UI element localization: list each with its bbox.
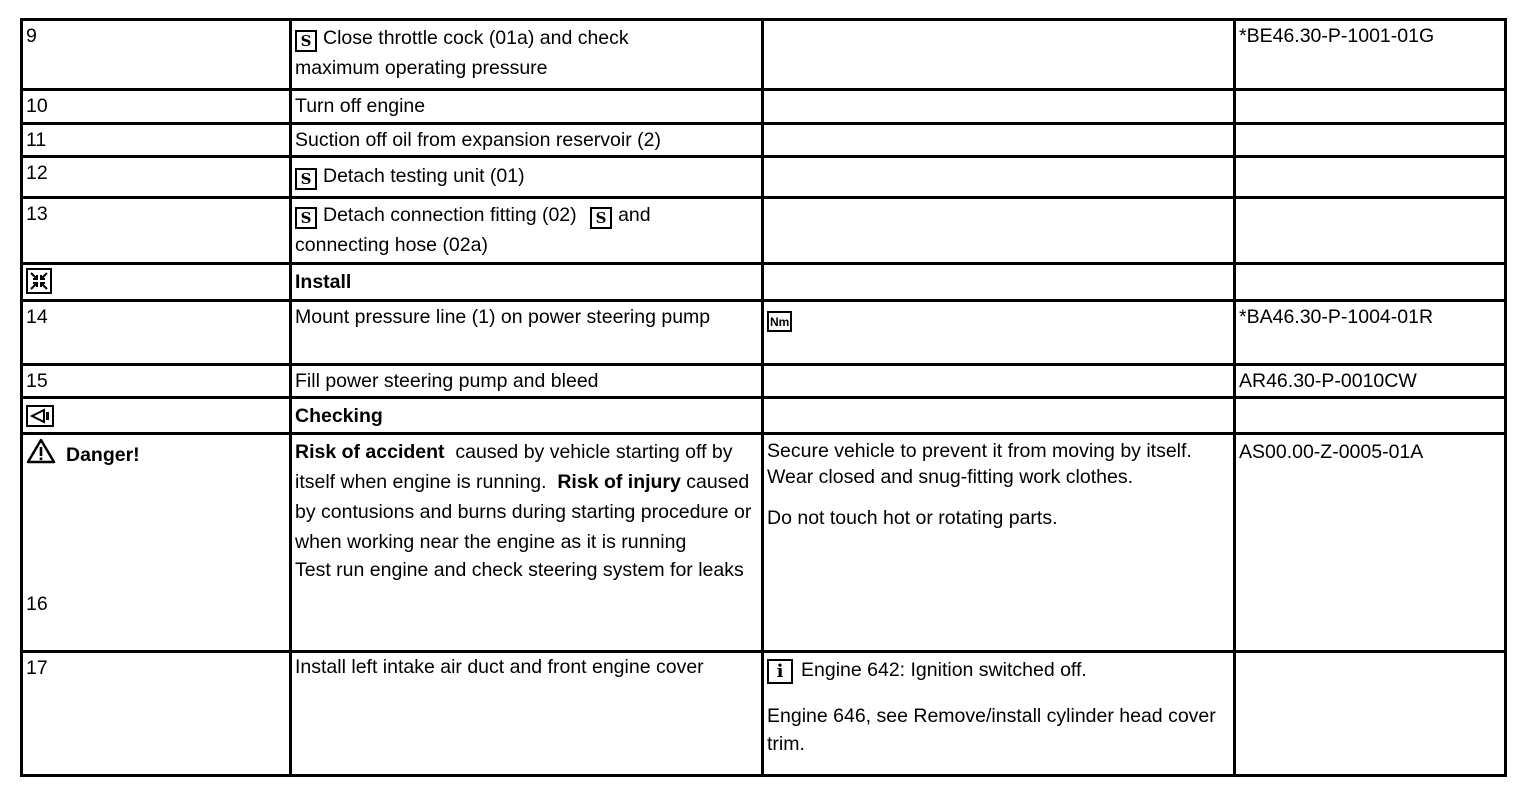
step-reference — [1235, 157, 1506, 198]
step-reference — [1235, 264, 1506, 301]
step-text: S Detach testing unit (01) — [291, 157, 763, 198]
section-row-checking — [22, 398, 1506, 434]
special-tool-icon: S — [295, 207, 317, 229]
section-title: Install — [291, 264, 763, 301]
step-notes — [763, 398, 1235, 434]
step-number: 16 — [26, 593, 48, 615]
special-tool-icon: S — [590, 207, 612, 229]
step-reference — [1235, 398, 1506, 434]
step-notes — [763, 20, 1235, 90]
step-reference: AR46.30-P-0010CW — [1235, 365, 1506, 398]
step-text: Turn off engine — [291, 90, 763, 124]
step-16-text: Test run engine and check steering system for leaks — [295, 559, 744, 581]
step-reference — [1235, 124, 1506, 157]
step-reference: AS00.00-Z-0005-01A — [1235, 434, 1506, 652]
checking-icon — [26, 405, 54, 427]
install-icon — [26, 268, 52, 294]
section-title: Checking — [291, 398, 763, 434]
step-number: 12 — [22, 157, 291, 198]
step-number: 15 — [22, 365, 291, 398]
info-icon: i — [767, 659, 793, 684]
section-row-install — [22, 264, 1506, 301]
table-row — [22, 90, 1506, 124]
table-row — [22, 365, 1506, 398]
step-notes — [763, 90, 1235, 124]
table-row — [22, 20, 1506, 90]
step-notes: i Engine 642: Ignition switched off. Engine 646, see Remove/install cylinder head cover trim. — [763, 652, 1235, 776]
section-icon-cell — [22, 264, 291, 301]
step-notes — [763, 157, 1235, 198]
spacer — [26, 473, 289, 590]
procedure-table — [20, 18, 1507, 777]
step-number: 14 — [22, 301, 291, 365]
special-tool-icon: S — [295, 168, 317, 190]
step-number: 13 — [22, 198, 291, 264]
step-text: Risk of accident caused by vehicle starting off by itself when engine is running. Risk of injury caused by contusions and burns during starting procedure or when working near the engine as it is running Test run engine and check steering system for leaks — [291, 434, 763, 652]
step-notes — [763, 365, 1235, 398]
step-text: S Close throttle cock (01a) and check maximum operating pressure — [291, 20, 763, 90]
table-row — [22, 301, 1506, 365]
step-reference — [1235, 198, 1506, 264]
warning-triangle-icon — [26, 438, 56, 473]
step-reference — [1235, 652, 1506, 776]
step-number: 10 — [22, 90, 291, 124]
step-reference: *BA46.30-P-1004-01R — [1235, 301, 1506, 365]
step-text: Mount pressure line (1) on power steering pump — [291, 301, 763, 365]
step-reference: *BE46.30-P-1001-01G — [1235, 20, 1506, 90]
step-notes: Secure vehicle to prevent it from moving by itself. Wear closed and snug-fitting work clothes. Do not touch hot or rotating parts. — [763, 434, 1235, 652]
step-text: Fill power steering pump and bleed — [291, 365, 763, 398]
step-notes — [763, 264, 1235, 301]
step-number: 17 — [22, 652, 291, 776]
table-row — [22, 652, 1506, 776]
table-row — [22, 157, 1506, 198]
table-row — [22, 198, 1506, 264]
step-notes — [763, 301, 1235, 365]
step-number: 9 — [22, 20, 291, 90]
step-notes — [763, 198, 1235, 264]
special-tool-icon: S — [295, 30, 317, 52]
table-row — [22, 124, 1506, 157]
step-text: S Detach connection fitting (02) S and connecting hose (02a) — [291, 198, 763, 264]
danger-cell — [22, 434, 291, 652]
section-icon-cell — [22, 398, 291, 434]
table-row — [22, 434, 1506, 652]
step-reference — [1235, 90, 1506, 124]
step-notes — [763, 124, 1235, 157]
torque-icon: Nm — [767, 311, 792, 332]
step-number: 11 — [22, 124, 291, 157]
danger-label: Danger! — [66, 444, 140, 466]
step-text: Suction off oil from expansion reservoir (2) — [291, 124, 763, 157]
step-text: Install left intake air duct and front engine cover — [291, 652, 763, 776]
